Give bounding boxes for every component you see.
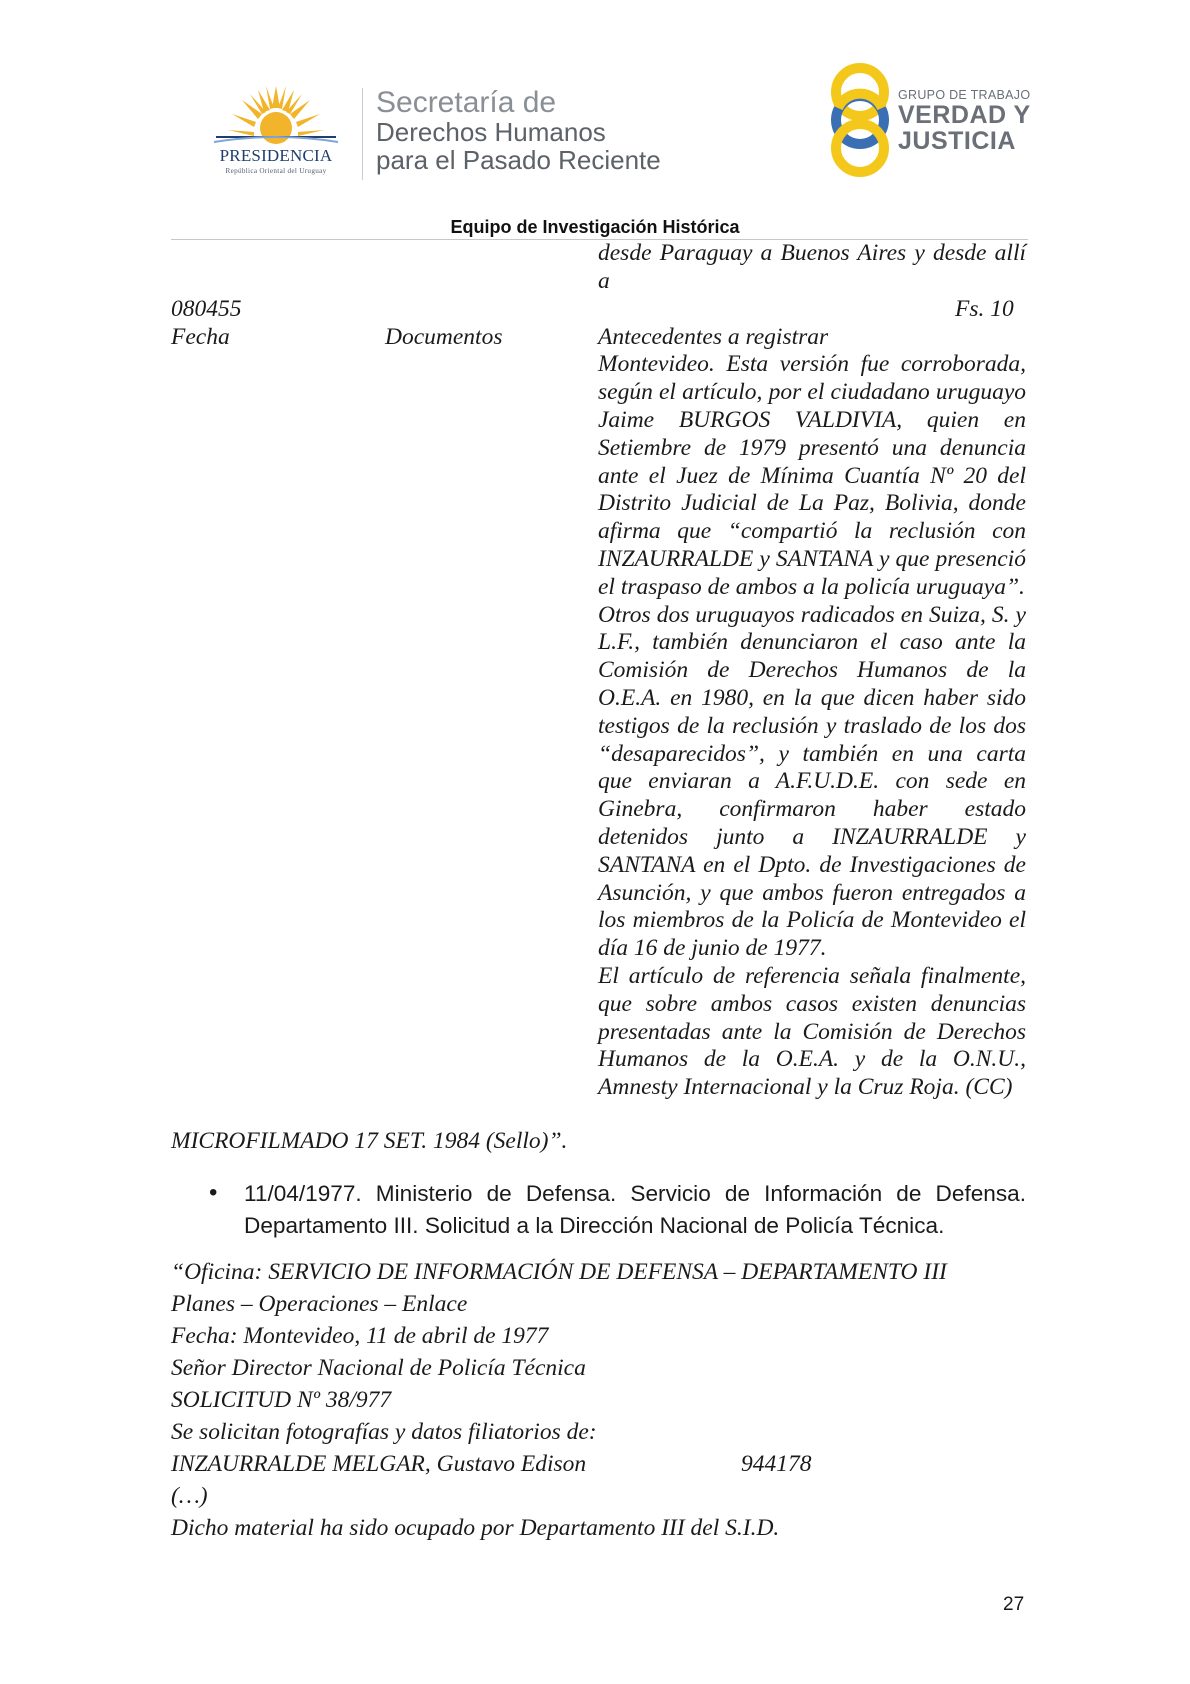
antecedentes-heading: Antecedentes a registrar <box>598 323 829 350</box>
verdad-justicia-wordmark <box>898 88 1031 154</box>
document-code: 080455 <box>171 296 242 322</box>
secretaria-line-1: Secretaría de <box>376 86 557 119</box>
secretaria-line-3: para el Pasado Reciente <box>376 145 661 175</box>
presidencia-wordmark: PRESIDENCIA <box>219 146 333 165</box>
header-divider <box>362 88 363 180</box>
team-heading: Equipo de Investigación Histórica <box>450 217 740 237</box>
presidencia-logo <box>196 80 356 178</box>
quote-line-number: 944178 <box>741 1451 812 1477</box>
vj-line-1: GRUPO DE TRABAJO <box>898 88 1031 102</box>
column-header-fecha: Fecha <box>171 324 230 350</box>
quote-line-director: Señor Director Nacional de Policía Técnica <box>171 1355 586 1381</box>
quote-line-planes: Planes – Operaciones – Enlace <box>171 1291 468 1317</box>
presidencia-subtitle: República Oriental del Uruguay <box>225 167 327 175</box>
quote-line-material: Dicho material ha sido ocupado por Departamento III del S.I.D. <box>171 1515 780 1541</box>
bullet-item-text: 11/04/1977. Ministerio de Defensa. Servicio de Información de Defensa. Departamento III. Solicitud a la Dirección Nacional de Policía Técnica. <box>244 1181 1026 1238</box>
page-number: 27 <box>1003 1594 1025 1615</box>
quote-line-ellipsis: (…) <box>171 1483 208 1509</box>
quote-line-name: INZAURRALDE MELGAR, Gustavo Edison <box>171 1451 587 1477</box>
verdad-justicia-rings-icon <box>822 60 898 180</box>
antecedentes-column <box>598 240 1026 1102</box>
quote-line-oficina: “Oficina: SERVICIO DE INFORMACIÓN DE DEFENSA – DEPARTAMENTO III <box>171 1259 947 1285</box>
sun-emblem-icon <box>196 80 356 150</box>
quote-line-solicitud: SOLICITUD Nº 38/977 <box>171 1387 392 1413</box>
microfilm-stamp-text: MICROFILMADO 17 SET. 1984 (Sello)”. <box>171 1128 568 1154</box>
vj-line-2: VERDAD Y <box>898 101 1031 129</box>
quote-line-se-solicitan: Se solicitan fotografías y datos filiatorios de: <box>171 1419 597 1445</box>
column-header-documentos: Documentos <box>385 324 503 350</box>
paragraph-2: Otros dos uruguayos radicados en Suiza, S. y L.F., también denunciaron el caso ante la Comisión de Derechos Humanos de la O.E.A. en 1980, en la que dicen haber sido testigos de la reclusión y traslado de los dos “desaparecidos”, y también en una carta que enviaran a A.F.U.D.E. con sede en Ginebra, confirmaron haber estado detenidos junto a INZAURRALDE y SANTANA en el Dpto. de Investigaciones de Asunción, y que ambos fueron entregados a los miembros de la Policía de Montevideo el día 16 de junio de 1977. <box>598 601 1026 962</box>
paragraph-1: Montevideo. Esta versión fue corroborada, según el artículo, por el ciudadano uruguayo Jaime BURGOS VALDIVIA, quien en Setiembre de 1979 presentó una denuncia ante el Juez de Mínima Cuantía Nº 20 del Distrito Judicial de La Paz, Bolivia, donde afirma que “compartió la reclusión con INZAURRALDE y SANTANA y que presenció el traspaso de ambos a la policía uruguaya”. <box>598 351 1026 600</box>
secretaria-logo-text <box>376 88 661 174</box>
vj-line-3: JUSTICIA <box>898 127 1016 155</box>
paragraph-3: El artículo de referencia señala finalmente, que sobre ambos casos existen denuncias presentadas ante la Comisión de Derechos Humanos de la O.E.A. y de la O.N.U., Amnesty Internacional y la Cruz Roja. (CC) <box>598 962 1026 1101</box>
right-col-top: desde Paraguay a Buenos Aires y desde allí a <box>598 240 1026 294</box>
bullet-icon: • <box>209 1179 218 1206</box>
quote-line-fecha: Fecha: Montevideo, 11 de abril de 1977 <box>171 1323 549 1349</box>
secretaria-line-2: Derechos Humanos <box>376 117 606 147</box>
folio-label: Fs. 10 <box>955 296 1014 322</box>
